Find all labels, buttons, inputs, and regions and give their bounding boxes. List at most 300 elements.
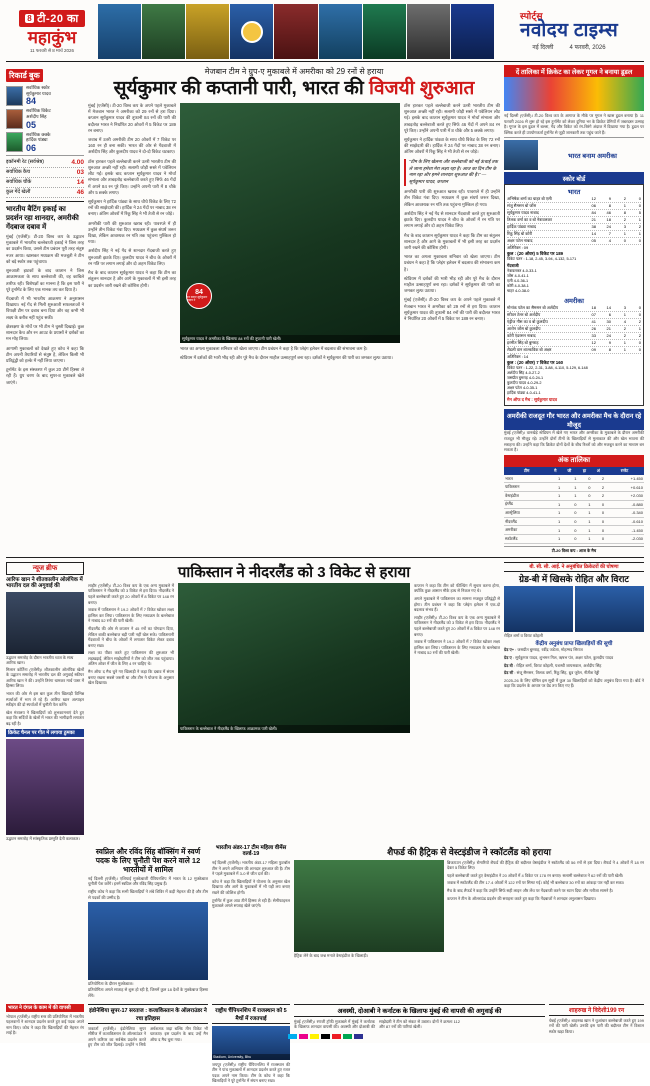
- sixes: 0: [638, 347, 641, 353]
- ambassador-text: [504, 430, 644, 452]
- matches: 1: [549, 509, 561, 518]
- color-swatch: [332, 1034, 341, 1039]
- figures: 4-0-41-1: [526, 391, 541, 396]
- story1-headline: इंडोनेशिया सुपर-17 सरताज : कजाकिस्तान के ऑलराउंडर ने रचा इतिहास: [88, 1004, 208, 1024]
- points: 0: [591, 500, 605, 509]
- sixes: 0: [638, 238, 641, 244]
- masthead-photo: [142, 4, 185, 59]
- paragraph: ब्रिजटाउन (एजेंसी)। रोमारियो शैफर्ड की हैट्रिक की बदौलत वेस्टइंडीज ने स्कॉटलैंड को 56 रनों से हरा दिया। शैफर्ड ने 4 ओवरों में 18 रन देकर 5 विकेट लिए।: [447, 859, 644, 871]
- grade-players: जसप्रीत बुमराह, रवींद्र जडेजा, मोहम्मद सिराज: [517, 647, 583, 653]
- u17-headline: भारतीय अंडर-17 टीम महिला वीमेंस वर्ल्ड-19: [215, 844, 287, 858]
- balls: 46: [606, 210, 611, 216]
- fours: 2: [623, 217, 626, 223]
- color-swatch: [354, 1034, 363, 1039]
- lost: 1: [577, 509, 591, 518]
- paragraph: मैच के बाद शैफर्ड ने कहा कि उन्होंने सिर्फ सही लाइन और लेंथ पर गेंदबाजी करने पर ध्यान दिया और नतीजा सामने है।: [447, 887, 614, 893]
- paragraph: भारत का अगला मुकाबला शनिवार को खेला जाएगा। टीम प्रबंधन ने कहा है कि प्लेइंग इलेवन में बदलाव की संभावना कम है।: [404, 254, 500, 272]
- grade-players: संजू सैमसन, तिलक वर्मा, रिंकू सिंह, ध्रुव जुरेल, नीतीश रेड्डी: [516, 670, 600, 676]
- team: नीदरलैंड: [504, 517, 549, 526]
- extras-1: अतिरिक्त : 09: [507, 245, 529, 251]
- mahakumbh-title: [28, 29, 77, 46]
- olympics-photo: [6, 592, 84, 654]
- left-subhead: भारतीय बैटिंग इकाई का प्रदर्शन रहा शानदार, अमरीकी गेंदबाज दबाव में: [6, 205, 79, 231]
- batting-row: [507, 210, 641, 217]
- won: 0: [561, 500, 577, 509]
- pull-quote: "टीम के लिए खेलना और बल्लेबाजी को नई ऊंचाई तक ले जाना हमेशा मेरा लक्ष्य रहा है। आज का दिन टीम के नाम रहा और हमने शानदार शुरुआत की है।" — सूर्यकुमार यादव, कप्तान: [404, 159, 500, 187]
- paragraph: अर्शदीप सिंह ने नई गेंद से शानदार गेंदबाजी करते हुए शुरुआती झटके दिए। कुलदीप यादव ने बीच के ओवरों में रन गति पर लगाम लगाई और दो अहम विकेट लिए।: [404, 210, 500, 229]
- news-brief-headline: आरिफ खान ने शीतकालीन ओलंपिक में भारतीय दल की अगुवाई की: [6, 576, 83, 590]
- paragraph: मिलान कोर्टिना (एजेंसी)। शीतकालीन ओलंपिक खेलों के उद्घाटन समारोह में भारतीय दल की अगुवाई स्कीयर आरिफ खान ने की। उन्होंने तिरंगा थामकर मार्च पास्ट में हिस्सा लिया।: [6, 666, 84, 689]
- paragraph: भारत की ओर से इस बार कुल तीन खिलाड़ी विभिन्न स्पर्धाओं में भाग ले रहे हैं। आरिफ खान अल्पाइन स्कीइंग की दो स्पर्धाओं में चुनौती पेश करेंगे।: [6, 691, 84, 708]
- u17-body: [212, 860, 290, 909]
- matches: 1: [549, 475, 561, 483]
- won: 1: [561, 475, 577, 483]
- balls: 8: [608, 203, 611, 209]
- mahakumbh-text: महाकुंभ: [27, 27, 77, 47]
- stat-key: सर्वाधिक कैच: [6, 168, 31, 175]
- boxing-body: [88, 876, 208, 900]
- paragraph: कप्तान ने कहा कि टीम को फील्डिंग में सुधार करना होगा, क्योंकि कुछ आसान मौके हाथ से निकल गए थे।: [414, 582, 500, 594]
- runs: 33: [591, 333, 596, 339]
- nrr: -1.450: [605, 526, 644, 535]
- photo-caption: Stadium, University, Bhu: [212, 1054, 290, 1060]
- matches: 1: [549, 534, 561, 543]
- col-won: जी: [561, 467, 577, 475]
- masthead-photo: [186, 4, 229, 59]
- sixes: 1: [638, 326, 641, 332]
- team: भारत: [504, 475, 549, 483]
- won: 0: [561, 526, 577, 535]
- points: 2: [591, 491, 605, 500]
- left-column: [6, 65, 84, 554]
- paragraph: टॉस हारकर पहले बल्लेबाजी करने उतरी भारतीय टीम की शुरुआत अच्छी नहीं रही। सलामी जोड़ी सस्ते में पवेलियन लौट गई। इसके बाद कप्तान सूर्यकुमार यादव ने मोर्चा संभाला और ताबड़तोड़ बल्लेबाजी करते हुए सिर्फ 46 गेंदों में अपने 84 रन पूरे किए। उन्होंने अपनी पारी में 8 चौके और 5 छक्के लगाए।: [88, 158, 176, 195]
- paragraph: आगामी मुकाबलों को देखते हुए कोच ने कहा कि टीम अपनी तैयारियों से संतुष्ट है, लेकिन किसी भी प्रतिद्वंद्वी को हल्के में नहीं लिया जाएगा।: [6, 345, 84, 363]
- lost: 1: [577, 517, 591, 526]
- table-row: [504, 534, 644, 543]
- stat-row: [6, 168, 84, 178]
- matches: 1: [549, 526, 561, 535]
- batsman: हरमीत सिंह बो बुमराह: [507, 340, 539, 346]
- record-player: हार्दिक पांड्या: [26, 137, 48, 143]
- batsman: तिलक वर्मा का व बो नेत्रावलकर: [507, 217, 553, 223]
- figures: 4-0-35-1: [522, 386, 538, 391]
- fours: 4: [623, 319, 626, 325]
- paragraph: स्टेडियम में दर्शकों की भारी भीड़ रही और पूरे मैच के दौरान माहौल उत्साहपूर्ण बना रहा। दर्शकों ने सूर्यकुमार की पारी का जमकर लुत्फ उठाया।: [404, 275, 500, 294]
- sixes: 0: [638, 196, 641, 202]
- culture-headline: क्रिकेट चैनल पर गीत में लगाया ठुमका: [6, 729, 84, 737]
- paragraph: नई दिल्ली (एजेंसी)। टी-20 विश्व कप के आगाज के मौके पर गूगल ने खास डूडल बनाया है। 11 फरवरी 2026 से शुरू हो रहे इस टूर्नामेंट को लेकर दुनिया भर के क्रिकेट प्रेमियों में जबरदस्त उत्साह है। गूगल के इस डूडल में बल्ला, गेंद और विकेट को रंग-बिरंगे अंदाज में दिखाया गया है। डूडल पर क्लिक करते ही उपयोगकर्ता टूर्नामेंट से जुड़ी जानकारी तक पहुंच जाते हैं।: [504, 113, 644, 135]
- batsman: अक्षर पटेल नाबाद: [507, 238, 533, 244]
- player-thumb: [6, 86, 23, 106]
- paragraph: नई दिल्ली (एजेंसी)। एशियाई मुक्केबाजी चैंपियनशिप में भारत के 12 मुक्केबाज चुनौती पेश करेंगे। इनमें स्वप्निल और रविंद सिंह प्रमुख हैं।: [88, 875, 208, 887]
- bowling-title-1: गेंदबाजी: [507, 263, 519, 269]
- paragraph: अमरीकी पारी की शुरुआत खराब रही। पावरप्ले में ही उन्होंने तीन विकेट गंवा दिए। मध्यक्रम में कुछ संघर्ष जरूर दिखा, लेकिन आवश्यक रन गति तक पहुंचना मुश्किल हो गया।: [88, 220, 176, 245]
- lost: 0: [577, 483, 591, 492]
- grade-row: ग्रेड ए+ : जसप्रीत बुमराह, रवींद्र जडेजा, मोहम्मद सिराज: [504, 647, 583, 653]
- col-points: अं: [591, 467, 605, 475]
- story2-body: [212, 1062, 290, 1084]
- team: स्कॉटलैंड: [504, 534, 549, 543]
- bcci-box: [504, 562, 644, 842]
- paragraph: भारत का अगला मुकाबला शनिवार को खेला जाएगा। टीम प्रबंधन ने कहा है कि प्लेइंग इलेवन में बदलाव की संभावना कम है।: [180, 345, 368, 351]
- paragraph: नीदरलैंड की ओर से कप्तान ने 45 रनों का योगदान दिया, लेकिन बाकी बल्लेबाज बड़ी पारी नहीं खेल सके। पाकिस्तानी गेंदबाजों ने बीच के ओवरों में लगातार विकेट लेकर दबाव बनाए रखा।: [88, 625, 174, 648]
- won: 0: [561, 517, 577, 526]
- masthead-right: [494, 4, 644, 59]
- record-value: 84: [26, 96, 37, 107]
- record-item: [6, 132, 84, 153]
- stat-row: [6, 178, 84, 188]
- balls: 30: [606, 319, 611, 325]
- balls: 9: [608, 196, 611, 202]
- balls: 8: [608, 347, 611, 353]
- innings-1-title: भारत: [567, 189, 581, 197]
- story4-headline: शाहरुख ने विदेशी199 रन: [549, 1004, 644, 1016]
- masthead-photo: [98, 4, 141, 59]
- pakistan-photo: [178, 583, 410, 733]
- balls: 18: [606, 217, 611, 223]
- bowler: जसप्रीत बुमराह: [507, 376, 528, 381]
- stat-key: सर्वाधिक चौके: [6, 178, 32, 185]
- ambassador-box-header: अमरीकी राजदूत गौर भारत और अमरीका मैच के दौरान रहे मौजूद: [504, 409, 644, 430]
- masthead-photo: [407, 4, 450, 59]
- nrr: +0.610: [605, 483, 644, 492]
- batsman: कोरी एंडरसन नाबाद: [507, 333, 536, 339]
- runs: 21: [591, 217, 596, 223]
- pakistan-headline: पाकिस्तान ने नीदरलैंड को 3 विकेट से हराया: [177, 563, 411, 581]
- google-doodle-image: [504, 77, 644, 111]
- balls: 14: [606, 305, 611, 311]
- col-lost: हा: [577, 467, 591, 475]
- fours: 1: [623, 203, 626, 209]
- col-nrr: रनरेट: [605, 467, 644, 475]
- third-block: [6, 845, 644, 1001]
- news-brief-column: [6, 562, 84, 842]
- runs: 12: [591, 196, 596, 202]
- won: 0: [561, 534, 577, 543]
- bowler: जोंस: [507, 274, 514, 279]
- matches: 1: [549, 483, 561, 492]
- points-table-header: अंक तालिका: [504, 455, 644, 467]
- nrr: +1.450: [605, 475, 644, 483]
- sixes: 1: [638, 217, 641, 223]
- bcci-headline: ग्रेड-बी में खिसके रोहित और विराट: [519, 573, 629, 584]
- masthead-photo: [230, 4, 273, 59]
- world-cup-trophy-icon: [241, 21, 263, 43]
- lost: 1: [577, 500, 591, 509]
- won: 1: [561, 483, 577, 492]
- stat-value: 03: [76, 168, 84, 176]
- figures: 4-0-24-1: [528, 376, 544, 381]
- grade-label: ग्रेड ए: [504, 655, 512, 661]
- mahakumbh-dates: 11 फरवरी से 8 मार्च 2026: [29, 47, 74, 53]
- paragraph: राष्ट्रीय कोच ने कहा कि सभी खिलाड़ियों ने लंबे शिविर में कड़ी मेहनत की है और टीम से पदकों की उम्मीद है।: [88, 888, 208, 900]
- paragraph: क्षेत्ररक्षण के मोर्चे पर भी टीम ने चुस्ती दिखाई। कुछ शानदार कैच और रन आउट के प्रयासों ने दर्शकों का मन मोह लिया।: [6, 323, 84, 342]
- won: 1: [561, 491, 577, 500]
- paragraph: मुंबई (एजेंसी)। रणजी ट्रॉफी मुकाबले में मुंबई ने कर्नाटक के खिलाफ शानदार वापसी की। अवस्थी और दोआबी की साझेदारी ने टीम को संकट से उबारा। दोनों ने क्रमशः 112 और 87 रनों की पारियां खेलीं।: [294, 1018, 460, 1030]
- sixes: 2: [638, 224, 641, 230]
- team: इंग्लैंड: [504, 500, 549, 509]
- batting-row: [507, 231, 641, 238]
- photo-caption: रोहित शर्मा व विराट कोहली: [504, 633, 543, 639]
- batsman: स्टीवन टेलर बो अर्शदीप: [507, 312, 541, 318]
- color-swatch: [299, 1034, 308, 1039]
- batsman: सूर्यकुमार यादव नाबाद: [507, 210, 539, 216]
- points: 2: [591, 483, 605, 492]
- paragraph: लक्ष्य का पीछा करते हुए पाकिस्तान की शुरुआत भी लड़खड़ाई, लेकिन साझेदारियों ने टीम को जीत तक पहुंचाया। अंतिम ओवर में जीत के लिए 4 रन चाहिए थे।: [88, 650, 174, 667]
- extras-2: अतिरिक्त : 14: [507, 354, 529, 360]
- batting-row: [507, 196, 641, 203]
- paragraph: मुंबई (एजेंसी)। वानखेड़े स्टेडियम में खेले गए भारत और अमरीका के मुकाबले के दौरान अमरीकी राजदूत भी मौजूद रहे। उन्होंने दोनों टीमों के खिलाड़ियों से मुलाकात की और खेल भावना की सराहना की। उन्होंने कहा कि क्रिकेट दोनों देशों के बीच रिश्तों को और मजबूत करने का माध्यम बन सकता है।: [504, 430, 644, 453]
- batsman: रिंकू सिंह बो कोरी: [507, 231, 533, 237]
- lost: 1: [577, 534, 591, 543]
- bowler: हार्दिक पांड्या: [507, 391, 526, 396]
- left-body: [6, 234, 84, 386]
- runs: 84: [591, 210, 596, 216]
- paragraph: जवाब में पाकिस्तान ने 19.2 ओवरों में 7 विकेट खोकर लक्ष्य हासिल कर लिया। पाकिस्तान के लिए मध्यक्रम के बल्लेबाज ने नाबाद 52 रनों की पारी खेली।: [88, 607, 174, 624]
- batsman: शैडली वान शाल्कविक बो अक्षर: [507, 347, 552, 353]
- batting-row: [507, 224, 641, 231]
- lead-col-3: [404, 103, 500, 156]
- lost: 0: [577, 491, 591, 500]
- photo-caption: सूर्यकुमार यादव ने अमरीका के खिलाफ 84 रनों की तूफानी पारी खेली।: [180, 335, 400, 343]
- bowler: एली: [507, 279, 513, 284]
- bowling-row: [507, 391, 641, 396]
- total-2: कुल : (20 ओवर) 7 विकेट पर 160: [507, 360, 564, 366]
- table-row: [504, 517, 644, 526]
- record-item: [6, 85, 84, 106]
- runs: 18: [591, 305, 596, 311]
- lead-columns: [88, 103, 500, 364]
- paragraph: प्रतियोगिता अगले सप्ताह से शुरू हो रही है, जिसमें कुल 18 देशों के मुक्केबाज हिस्सा लेंगे।: [88, 987, 208, 998]
- second-block: [6, 562, 644, 842]
- cultural-performance-photo: [6, 739, 84, 835]
- photo-caption: हैट्रिक लेने के बाद जश्न मनाते वेस्टइंडीज के खिलाड़ी।: [294, 952, 369, 958]
- wrestling-body: [6, 1014, 84, 1036]
- bcci-grades: [504, 647, 644, 689]
- fow-2: विकेट पतन : 1-22, 2-31, 3-88, 4-110, 5-129, 6-148: [507, 366, 588, 371]
- story3-headline: अवस्थी, दोआबी ने कर्नाटक के खिलाफ मुंबई की वापसी की अगुवाई की: [294, 1004, 545, 1017]
- table-row: [504, 483, 644, 492]
- paragraph: टूर्नामेंट में कुल आठ टीमें हिस्सा ले रही हैं। सेमीफाइनल मुकाबले अगले सप्ताह खेले जाएंगे।: [212, 897, 290, 909]
- color-swatch: [288, 1034, 297, 1039]
- player-thumb: [6, 132, 23, 152]
- paragraph: स्टेडियम में दर्शकों की भारी भीड़ रही और पूरे मैच के दौरान माहौल उत्साहपूर्ण बना रहा। दर्शकों ने सूर्यकुमार की पारी का जमकर लुत्फ उठाया।: [180, 355, 393, 361]
- record-label: सर्वाधिक स्कोर: [26, 85, 50, 90]
- stat-row: [6, 188, 84, 198]
- paragraph: मैच के बाद कप्तान सूर्यकुमार यादव ने कहा कि टीम का संतुलन शानदार है और आगे के मुकाबलों में भी इसी तरह का प्रदर्शन जारी रखने की कोशिश होगी।: [88, 270, 176, 288]
- sixes: 2: [638, 319, 641, 325]
- sixes: 2: [638, 333, 641, 339]
- grade-row: ग्रेड बी : रोहित शर्मा, विराट कोहली, यशस्वी जायसवाल, अर्शदीप सिंह: [504, 662, 602, 668]
- fow-1: विकेट पतन : 1-18, 2-45, 3-94, 4-132, 5-171: [507, 257, 577, 262]
- doodle-box-header: दें तालिका में क्रिकेट का लेकर गूगल ने बनाया डूडल: [504, 65, 644, 77]
- lost: 0: [577, 475, 591, 483]
- news-brief-body: [6, 667, 84, 727]
- runs: 07: [591, 312, 596, 318]
- balls: 7: [608, 231, 611, 237]
- figures: 4-0-41-1: [514, 274, 529, 279]
- sixes: 0: [638, 312, 641, 318]
- matches: 1: [549, 500, 561, 509]
- wi-photo: [294, 860, 444, 952]
- u17-story: [212, 845, 290, 1001]
- table-row: [504, 475, 644, 483]
- record-book-header: रिकार्ड बुक: [6, 69, 43, 82]
- sixes: 0: [638, 340, 641, 346]
- table-row: [504, 500, 644, 509]
- nrr: -2.030: [605, 534, 644, 543]
- col-team: टीम: [504, 467, 549, 475]
- photo-caption: पाकिस्तान के बल्लेबाज ने नीदरलैंड के खिलाफ आक्रामक पारी खेली।: [178, 725, 410, 733]
- wrestling-headline: भारत ने दंगल के काम में की वापसी: [6, 1004, 84, 1012]
- batting-row: [507, 217, 641, 224]
- color-swatch: [310, 1034, 319, 1039]
- bcci-tag: बी. सी. सी. आई. ने अनुबंधित क्रिकेटरों की घोषणा: [504, 562, 644, 572]
- boxing-body-2: [88, 987, 208, 998]
- westindies-story: [294, 845, 644, 1001]
- lead-col-3b: [404, 189, 500, 322]
- matches: 1: [549, 491, 561, 500]
- lead-photo: [180, 103, 400, 343]
- issue-date: 4 फरवरी, 2026: [569, 45, 606, 51]
- paragraph: मुंबई (एजेंसी)। टी-20 विश्व कप के अपने पहले मुकाबले में मेजबान भारत ने अमरीका को 29 रनों से हरा दिया। कप्तान सूर्यकुमार यादव की तूफानी 84 रनों की पारी की बदौलत भारत ने निर्धारित 20 ओवरों में 5 विकेट पर 189 रन बनाए।: [88, 102, 176, 133]
- lead-kicker: मेजबान टीम ने ग्रुप-ए मुकाबले में अमरीका को 29 रनों से हराया: [204, 67, 384, 76]
- masthead: [6, 4, 644, 62]
- runs: 14: [591, 231, 596, 237]
- boxer-photo: [88, 902, 208, 980]
- bowler: कोरी: [507, 284, 514, 289]
- rohit-photo: [504, 586, 573, 632]
- masthead-photo: [319, 4, 362, 59]
- bottom-left: [6, 1004, 84, 1086]
- t20-label: टी-20 का: [37, 12, 79, 25]
- stat-key: इकॉनमी रेट (सर्वश्रेष्ठ): [6, 158, 44, 165]
- balls: 6: [608, 312, 611, 318]
- paragraph: भोपाल (एजेंसी)। राष्ट्रीय स्तर की प्रतियोगिता में भारतीय पहलवानों ने शानदार प्रदर्शन करते हुए कई पदक अपने नाम किए। कोच ने कहा कि खिलाड़ियों की मेहनत रंग लाई है।: [6, 1013, 84, 1036]
- nrr: +2.030: [605, 491, 644, 500]
- record-value: 06: [26, 142, 37, 153]
- runs: 05: [591, 238, 596, 244]
- bowling-row: [507, 289, 641, 294]
- balls: 24: [606, 333, 611, 339]
- bottom-story-4: [549, 1004, 644, 1086]
- doodle-text: [504, 113, 644, 135]
- paragraph: जवाब में उतरी अमरीकी टीम 20 ओवरों में 7 विकेट पर 160 रन ही बना सकी। भारत की ओर से गेंदबाजी में अर्शदीप सिंह और कुलदीप यादव ने दो-दो विकेट चटकाए।: [88, 136, 176, 155]
- balls: 21: [606, 326, 611, 332]
- third-left-spacer: [6, 845, 84, 1001]
- runs: 41: [591, 319, 596, 325]
- color-swatch: [321, 1034, 330, 1039]
- grade-players: सूर्यकुमार यादव, शुभमन गिल, ऋषभ पंत, अक्षर पटेल, कुलदीप यादव: [515, 655, 614, 661]
- lost: 1: [577, 526, 591, 535]
- paragraph: जवाब में पाकिस्तान ने 19.2 ओवरों में 7 विकेट खोकर लक्ष्य हासिल कर लिया। पाकिस्तान के लिए मध्यक्रम के बल्लेबाज ने नाबाद 52 रनों की पारी खेली।: [414, 639, 500, 656]
- middle-column: [88, 65, 500, 554]
- paragraph: 2025-26 के लिए घोषित इस सूची में कुल 30 खिलाड़ियों को केंद्रीय अनुबंध दिया गया है। बोर्ड ने कहा कि प्रदर्शन के आधार पर ग्रेड तय किए गए हैं।: [504, 677, 644, 689]
- batting-row: [507, 238, 641, 245]
- team: वेस्टइंडीज: [504, 491, 549, 500]
- grade-row: ग्रेड ए : सूर्यकुमार यादव, शुभमन गिल, ऋषभ पंत, अक्षर पटेल, कुलदीप यादव: [504, 655, 614, 661]
- paragraph: लाहौर (एजेंसी)। टी-20 विश्व कप के एक अन्य मुकाबले में पाकिस्तान ने नीदरलैंड को 3 विकेट से हरा दिया। नीदरलैंड ने पहले बल्लेबाजी करते हुए 20 ओवरों में 8 विकेट पर 148 रन बनाए।: [414, 614, 500, 637]
- stat-value: 14: [76, 178, 84, 186]
- fours: 2: [623, 333, 626, 339]
- runs: 12: [591, 340, 596, 346]
- stat-value: 4.00: [71, 158, 84, 166]
- bottom-story-1: [88, 1004, 208, 1086]
- points-table: [504, 467, 644, 544]
- balls: 24: [606, 224, 611, 230]
- fours: 1: [623, 231, 626, 237]
- lead-headline: [88, 79, 500, 100]
- paragraph: जकार्ता (एजेंसी)। इंडोनेशिया सुपर सीरीज में कजाकिस्तान के ऑलराउंडर ने अपने करियर का सर्वश्रेष्ठ प्रदर्शन करते हुए टीम को जीत दिलाई। उन्होंने न सिर्फ अर्धशतक जड़ा बल्कि तीन विकेट भी चटकाए। इस प्रदर्शन के बाद उन्हें मैन ऑफ द मैच चुना गया।: [88, 1025, 208, 1048]
- points: 0: [591, 517, 605, 526]
- runs-badge: [186, 283, 212, 309]
- fours: 1: [623, 312, 626, 318]
- wi-body: [447, 860, 644, 952]
- paragraph: सूर्यकुमार ने हार्दिक पांड्या के साथ चौथे विकेट के लिए 72 रनों की साझेदारी की। हार्दिक ने 24 गेंदों पर नाबाद 38 रन बनाए। अंतिम ओवरों में रिंकू सिंह ने भी तेजी से रन जोड़े।: [404, 136, 500, 155]
- fours: 1: [623, 347, 626, 353]
- bowler: अक्षर पटेल: [507, 386, 522, 391]
- points: 0: [591, 509, 605, 518]
- bottom-story-2: [212, 1004, 290, 1086]
- badge-runs: 84: [195, 289, 203, 297]
- grade-players: रोहित शर्मा, विराट कोहली, यशस्वी जायसवाल, अर्शदीप सिंह: [516, 662, 602, 668]
- paragraph: चेन्नई (एजेंसी)। शाहरुख खान ने धुआंधार बल्लेबाजी करते हुए 199 रनों की पारी खेली। उनकी इस पारी की बदौलत टीम ने विशाल स्कोर खड़ा किया।: [549, 1017, 644, 1034]
- t20-section-label: [19, 10, 85, 27]
- batsman: एंड्रीज गौस का व बो कुलदीप: [507, 319, 548, 325]
- sports-kicker: स्पोर्ट्स: [520, 11, 543, 21]
- batting-row: [507, 305, 641, 312]
- record-item: [6, 108, 84, 129]
- paper-name: नवोदय टाइम्स: [520, 20, 618, 41]
- bottom-story-3: [294, 1004, 545, 1086]
- figures: 4-0-33-1: [522, 269, 537, 274]
- figures: 4-0-36-1: [513, 279, 529, 284]
- bowler: कुलदीप यादव: [507, 381, 527, 386]
- fours: 1: [623, 340, 626, 346]
- sixes: 0: [638, 305, 641, 311]
- player-thumb: [6, 109, 23, 129]
- balls: 9: [608, 340, 611, 346]
- record-player: अर्शदीप सिंह: [26, 113, 47, 119]
- batting-row: [507, 347, 641, 354]
- lead-col-1: [88, 103, 176, 289]
- grade-label: ग्रेड ए+: [504, 647, 515, 653]
- batting-row: [507, 340, 641, 347]
- nrr: -0.880: [605, 500, 644, 509]
- paragraph: कप्तान ने टीम के ऑलराउंड प्रदर्शन की सराहना करते हुए कहा कि गेंदबाजों ने शानदार अनुशासन दिखाया।: [447, 895, 597, 901]
- grade-label: ग्रेड सी: [504, 670, 514, 676]
- table-row: [504, 491, 644, 500]
- record-player: सूर्यकुमार यादव: [26, 90, 51, 96]
- story2-headline: राष्ट्रीय चैंपियनशिप में राजस्थान को 5 मैचों में रजतपाई: [212, 1004, 290, 1024]
- paragraph: शुरुआती झटकों के बाद कप्तान ने जिस आक्रामकता के साथ बल्लेबाजी की, वह काबिले तारीफ रही। विशेषज्ञों का मानना है कि इस पारी ने पूरे टूर्नामेंट के लिए एक मानक तय कर दिया है।: [6, 268, 84, 292]
- record-label: सर्वाधिक विकेट: [26, 108, 51, 114]
- boxing-story: [88, 845, 208, 1001]
- paragraph: सूर्यकुमार ने हार्दिक पांड्या के साथ चौथे विकेट के लिए 72 रनों की साझेदारी की। हार्दिक ने 24 गेंदों पर नाबाद 38 रन बनाए। अंतिम ओवरों में रिंकू सिंह ने भी तेजी से रन जोड़े।: [88, 198, 176, 217]
- fours: 8: [623, 210, 626, 216]
- figures: 4-0-29-2: [527, 381, 542, 386]
- bowler: नेत्रावलकर: [507, 269, 522, 274]
- batsman: संजू सैमसन बो जोंस: [507, 203, 537, 209]
- news-brief-header: न्यूज ब्रीफ: [6, 562, 84, 575]
- paragraph: पहले बल्लेबाजी करते हुए वेस्टइंडीज ने 20 ओवरों में 4 विकेट पर 178 रन बनाए। सलामी बल्लेबाज ने 62 रनों की पारी खेली।: [447, 872, 624, 878]
- headline-part-1: सूर्यकुमार की कप्तानी पारी, भारत की: [113, 78, 370, 99]
- nrr: -0.610: [605, 517, 644, 526]
- table-row: [504, 526, 644, 535]
- batting-row: [507, 326, 641, 333]
- bowler: चाहर: [507, 289, 514, 294]
- paragraph: मैन ऑफ द मैच चुने गए खिलाड़ी ने कहा कि दबाव में संयम बनाए रखना सबसे जरूरी था और टीम ने योजना के अनुसार खेल दिखाया।: [88, 669, 174, 686]
